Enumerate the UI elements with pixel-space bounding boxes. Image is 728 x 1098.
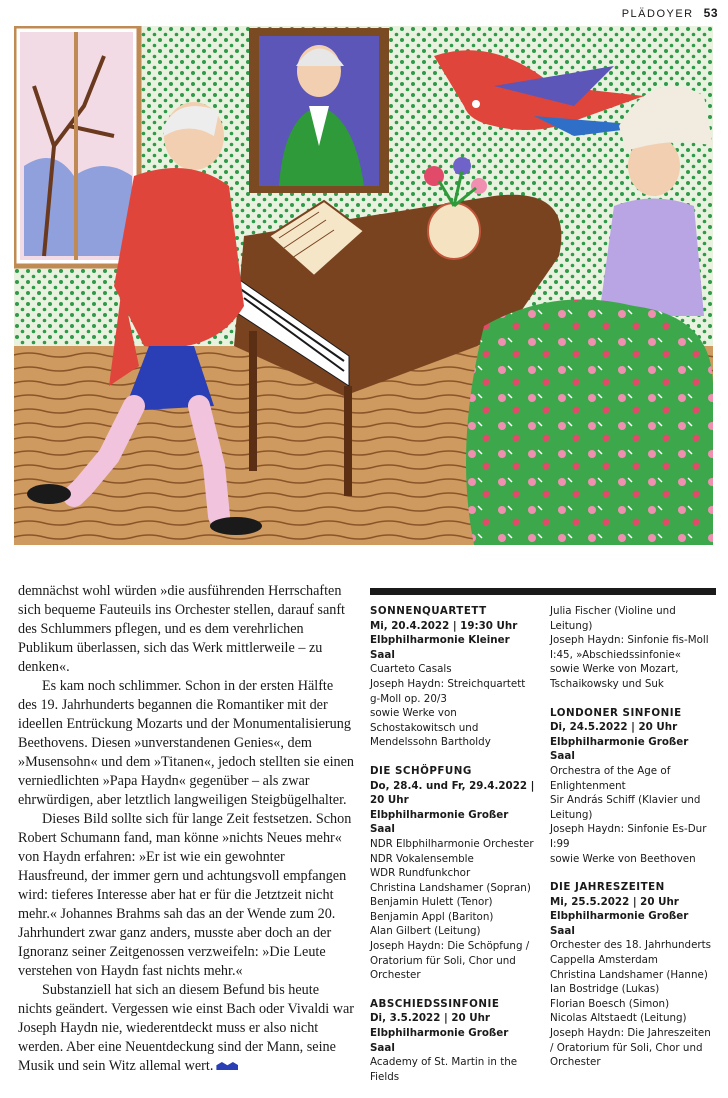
event-detail: NDR Elbphilharmonie Orchester (370, 837, 534, 850)
event-detail: Christina Landshamer (Sopran) (370, 881, 531, 894)
article-paragraph: Es kam noch schlimmer. Schon in der ersten Hälfte des 19. Jahrhunderts begannen die Romantiker mit der ideellen Entrückung Mozarts und der Monumentalisierung Beethovens. Diesen »unverstandenen Genies«, dem »Musensohn« und dem »Titanen«, jedoch stellten sie einen verniedlichten »Papa Haydn« gegenüber – als zwar ehrwürdigen, aber letztlich langweiligen Steigbügelhalter. (18, 678, 354, 808)
event-detail: WDR Rundfunkchor (370, 867, 471, 880)
event-detail: sowie Werke von Schostakowitsch und Mendelssohn Bartholdy (370, 707, 491, 749)
event-londoner-sinfonie (550, 706, 716, 867)
illustration-artwork (14, 26, 713, 545)
event-detail: Cappella Amsterdam (550, 954, 658, 967)
illustration (14, 26, 713, 545)
event-date: Do, 28.4. und Fr, 29.4.2022 | 20 Uhr (370, 779, 535, 807)
event-detail: Joseph Haydn: Streichquartett g-Moll op. 20/3 (370, 677, 526, 705)
event-detail: Joseph Haydn: Die Schöpfung / Oratorium für Soli, Chor und Orchester (370, 940, 530, 982)
event-detail: Orchestra of the Age of Enlightenment (550, 764, 671, 792)
event-venue: Elbphilharmonie Großer Saal (370, 1027, 509, 1054)
section-label: PLÄDOYER (621, 8, 694, 20)
article-paragraph-last (18, 981, 354, 1076)
page-header (622, 6, 718, 20)
event-detail: Benjamin Appl (Bariton) (370, 910, 494, 923)
listing-column-1 (370, 604, 536, 1098)
event-venue: Elbphilharmonie Großer Saal (370, 808, 509, 836)
article-paragraph-text: Substanziell hat sich an diesem Befund bis heute nichts geändert. Vergessen wie einst Bach oder Vivaldi war Joseph Haydn nie, wiederentdeckt muss er also nicht werden. Aber eine Neuentdeckung sind der Mann, seine Musik und sein Witz allemal wert. (18, 982, 355, 1074)
event-title: SONNENQUARTETT (370, 605, 487, 617)
event-detail: NDR Vokalensemble (370, 852, 474, 865)
event-detail: Florian Boesch (Simon) (550, 997, 670, 1010)
event-detail: Joseph Haydn: Sinfonie Es-Dur I:99 (550, 823, 707, 850)
event-detail: Academy of St. Martin in the Fields (370, 1056, 518, 1083)
event-detail: Sir András Schiff (Klavier und Leitung) (550, 794, 701, 821)
event-date: Di, 3.5.2022 | 20 Uhr (370, 1012, 490, 1025)
event-date: Mi, 20.4.2022 | 19:30 Uhr (370, 619, 518, 632)
event-detail: Alan Gilbert (Leitung) (370, 925, 481, 938)
event-detail: sowie Werke von Beethoven (550, 852, 696, 865)
event-title: LONDONER SINFONIE (550, 706, 682, 719)
event-title: DIE JAHRESZEITEN (550, 881, 665, 894)
event-venue: Elbphilharmonie Großer Saal (550, 910, 689, 937)
event-abschiedssinfonie (370, 997, 536, 1085)
event-date: Mi, 25.5.2022 | 20 Uhr (550, 895, 679, 908)
event-detail: Benjamin Hulett (Tenor) (370, 896, 493, 909)
event-sonnenquartett (370, 604, 536, 750)
event-date: Di, 24.5.2022 | 20 Uhr (550, 721, 678, 734)
article-paragraph: Dieses Bild sollte sich für lange Zeit festsetzen. Schon Robert Schumann fand, man könne »nichts Neues mehr« von Haydn erfahren: »Er ist wie ein gewohnter Hausfreund, der immer gern und achtungsvoll empfangen wird: tieferes Interesse aber hat er für die Jetztzeit nicht mehr.« Johannes Brahms sah das an der Wende zum 20. Jahrhundert zwar ganz anders, musste aber doch an der Ignoranz seiner Zeitgenossen verzweifeln: »Die Leute verstehen von Haydn fast nichts mehr.« (18, 811, 352, 979)
event-detail: Orchester des 18. Jahrhunderts (550, 939, 712, 952)
page-number: 53 (703, 6, 718, 20)
concert-listing (370, 588, 716, 1098)
event-detail: Joseph Haydn: Sinfonie fis-Moll I:45, »Abschiedssinfonie« (550, 634, 709, 661)
event-die-jahreszeiten (550, 880, 716, 1070)
event-title: ABSCHIEDSSINFONIE (370, 997, 500, 1010)
event-title: DIE SCHÖPFUNG (370, 764, 472, 777)
event-detail: Nicolas Altstaedt (Leitung) (550, 1012, 687, 1025)
article-paragraph: demnächst wohl würden »die ausführenden Herrschaften sich bequeme Fauteuils ins Orchester stellen, darauf sanft des Schlummers pflegen, und es dem verehrlichen Publikum überlassen, sich das Werk mittlerweile – zu denken«. (18, 583, 345, 675)
event-detail: Julia Fischer (Violine und Leitung) (550, 605, 676, 632)
event-die-schoepfung (370, 764, 536, 983)
event-detail: Cuarteto Casals (370, 663, 452, 676)
article-body (18, 582, 354, 1076)
event-detail: sowie Werke von Mozart, Tschaikowsky und Suk (550, 663, 679, 690)
listing-column-2 (550, 604, 716, 1098)
event-detail: Christina Landshamer (Hanne) (550, 968, 708, 981)
event-venue: Elbphilharmonie Kleiner Saal (370, 634, 510, 661)
event-detail: Joseph Haydn: Die Jahreszeiten / Oratorium für Soli, Chor und Orchester (550, 1027, 711, 1069)
event-venue: Elbphilharmonie Großer Saal (550, 735, 689, 763)
event-detail: Ian Bostridge (Lukas) (550, 983, 660, 996)
event-abschiedssinfonie-continued (550, 604, 716, 692)
end-of-article-icon (216, 1062, 238, 1070)
